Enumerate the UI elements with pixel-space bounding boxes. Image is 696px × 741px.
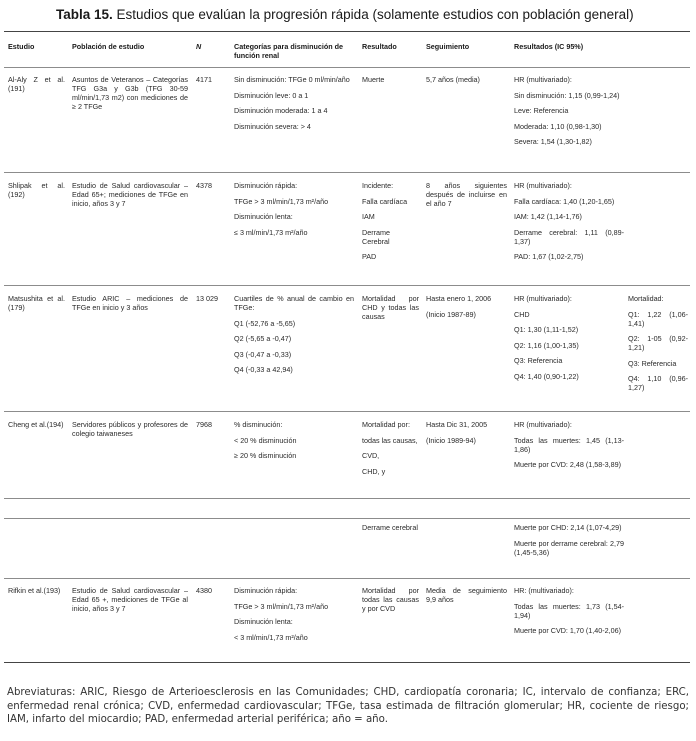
resultados2-line: Q2: 1-05 (0,92-1,21) (628, 334, 688, 352)
cell-n: 13 029 (196, 294, 218, 303)
categorias-line: Sin disminución: TFGe 0 ml/min/año (234, 75, 350, 84)
cell-resultados (514, 523, 624, 557)
cell-seguimiento (426, 294, 507, 319)
cell-poblacion: Asuntos de Veteranos – Categorías TFG G3a y G3b (TFG 30-59 ml/min/1,73 m2) con mediciones de ≥ 2 TFGe (72, 75, 188, 111)
resultado-line: Derrame cerebral (362, 523, 418, 532)
row-rule (4, 578, 690, 579)
seguimiento-line: 5,7 años (media) (426, 75, 480, 84)
categorias-line: Q4 (-0,33 a 42,94) (234, 365, 293, 374)
resultados-line: Muerte por CVD: 2,48 (1,58-3,89) (514, 460, 622, 469)
table-title-text: Estudios que evalúan la progresión rápida (solamente estudios con población general) (112, 7, 634, 22)
resultado-line: todas las causas, (362, 435, 418, 445)
resultados-line: Q3: Referencia (514, 356, 563, 365)
categorias-line: ≥ 20 % disminución (234, 451, 297, 460)
cell-resultado (362, 523, 419, 532)
cell-n: 4380 (196, 586, 212, 595)
cell-categorias (234, 181, 354, 237)
seguimiento-line: (Inicio 1989-94) (426, 435, 476, 445)
resultados-line: PAD: 1,67 (1,02-2,75) (514, 252, 584, 261)
resultados-line: Q2: 1,16 (1,00-1,35) (514, 340, 579, 350)
row-rule (4, 172, 690, 173)
resultados-line: Moderada: 1,10 (0,98-1,30) (514, 121, 602, 131)
resultado-line: IAM (362, 212, 375, 221)
cell-resultado (362, 586, 419, 613)
categorias-line: Disminución severa: > 4 (234, 121, 311, 131)
resultados2-line: Q4: 1,10 (0,96-1,27) (628, 374, 688, 392)
cell-seguimiento (426, 181, 507, 208)
cell-resultado (362, 181, 419, 261)
cell-resultados (514, 586, 624, 635)
resultados2-line: Q1: 1,22 (1,06-1,41) (628, 309, 688, 328)
resultado-line: Derrame Cerebral (362, 227, 390, 246)
row-rule (4, 498, 690, 499)
cell-resultados (514, 181, 624, 261)
resultados-line: Muerte por CVD: 1,70 (1,40-2,06) (514, 626, 622, 635)
abbreviations-note: Abreviaturas: ARIC, Riesgo de Arterioesclerosis en las Comunidades; CHD, cardiopatía coronaria; IC, intervalo de confianza; ERC, enfermedad renal crónica; CVD, enfermedad cardiovascular; TFGe, tasa estimada de filtración glomerular; HR, cociente de riesgo; IAM, infarto del miocardio; PAD, enfermedad arterial periférica; año = año. (7, 687, 689, 725)
resultados-line: Q4: 1,40 (0,90-1,22) (514, 371, 579, 381)
resultado-line: Mortalidad por: (362, 420, 410, 429)
resultados-line: Muerte por derrame cerebral: 2,79 (1,45-5,36) (514, 538, 624, 557)
header-rule (4, 67, 690, 68)
categorias-line: < 20 % disminución (234, 435, 297, 445)
resultados-line: IAM: 1,42 (1,14-1,76) (514, 212, 582, 221)
cell-resultado (362, 420, 419, 476)
header-seguimiento: Seguimiento (426, 42, 470, 51)
table-top-rule (4, 31, 690, 32)
table-number: Tabla 15. (56, 7, 113, 22)
seguimiento-line: Media de seguimiento 9,9 años (426, 586, 507, 604)
resultados-line: HR (multivariado): (514, 420, 572, 429)
seguimiento-line: Hasta Dic 31, 2005 (426, 420, 488, 429)
seguimiento-line: 8 años siguientes después de incluirse en el año 7 (426, 181, 507, 208)
resultados-line: Leve: Referencia (514, 106, 569, 115)
cell-resultados (514, 294, 624, 381)
categorias-line: ≤ 3 ml/min/1,73 m²/año (234, 227, 308, 237)
resultado-line: Incidente: (362, 181, 394, 190)
resultados-line: Muerte por CHD: 2,14 (1,07-4,29) (514, 523, 622, 532)
cell-categorias (234, 294, 354, 374)
cell-poblacion: Servidores públicos y profesores de colegio taiwaneses (72, 420, 188, 438)
resultado-line: Falla cardíaca (362, 196, 408, 206)
categorias-line: Q3 (-0,47 a -0,33) (234, 349, 292, 359)
resultado-line: Muerte (362, 75, 385, 84)
categorias-line: % disminución: (234, 420, 283, 429)
cell-resultado (362, 75, 419, 84)
resultados-line: HR (multivariado): (514, 75, 572, 84)
resultado-line: CVD, (362, 451, 380, 460)
resultados-line: HR (multivariado): (514, 181, 572, 190)
header-resultados: Resultados (IC 95%) (514, 42, 584, 51)
cell-estudio: Rifkin et al.(193) (8, 586, 61, 595)
seguimiento-line: (Inicio 1987-89) (426, 309, 476, 319)
categorias-line: TFGe > 3 ml/min/1,73 m²/año (234, 196, 329, 206)
cell-estudio: Cheng et al.(194) (8, 420, 64, 429)
cell-resultados (514, 420, 624, 469)
resultados-line: Falla cardíaca: 1,40 (1,20-1,65) (514, 196, 615, 206)
resultados-line: HR: (multivariado): (514, 586, 574, 595)
cell-estudio: Al-Aly Z et al.(191) (8, 75, 65, 93)
cell-poblacion: Estudio de Salud cardiovascular – Edad 65 +, mediciones de TFGe al inicio, años 3 y 7 (72, 586, 188, 613)
resultados2-line: Mortalidad: (628, 294, 664, 303)
cell-seguimiento (426, 420, 507, 445)
resultados-line: Todas las muertes: 1,73 (1,54-1,94) (514, 601, 624, 620)
cell-n: 7968 (196, 420, 212, 429)
categorias-line: Cuartiles de % anual de cambio en TFGe: (234, 294, 354, 312)
cell-categorias (234, 75, 354, 131)
resultado-line: PAD (362, 252, 377, 261)
row-rule (4, 518, 690, 519)
row-rule (4, 285, 690, 286)
categorias-line: Q1 (-52,76 a -5,65) (234, 318, 296, 328)
categorias-line: Disminución rápida: (234, 586, 298, 595)
cell-categorias (234, 586, 354, 642)
resultados-line: HR (multivariado): (514, 294, 572, 303)
resultado-line: Mortalidad por todas las causas y por CVD (362, 586, 419, 613)
resultado-line: Mortalidad por CHD y todas las causas (362, 294, 419, 321)
table-title (56, 7, 634, 22)
resultados-line: Sin disminución: 1,15 (0,99-1,24) (514, 90, 620, 100)
categorias-line: Q2 (-5,65 a -0,47) (234, 334, 292, 343)
cell-n: 4171 (196, 75, 212, 84)
categorias-line: Disminución lenta: (234, 617, 293, 626)
cell-estudio: Shlipak et al.(192) (8, 181, 65, 199)
row-rule (4, 411, 690, 412)
cell-poblacion: Estudio ARIC – mediciones de TFGe en inicio y 3 años (72, 294, 188, 312)
header-estudio: Estudio (8, 42, 35, 51)
resultados-line: Derrame cerebral: 1,11 (0,89-1,37) (514, 227, 624, 246)
cell-resultados (514, 75, 624, 146)
categorias-line: < 3 ml/min/1,73 m²/año (234, 632, 308, 642)
header-poblacion: Población de estudio (72, 42, 145, 51)
cell-n: 4378 (196, 181, 212, 190)
categorias-line: Disminución lenta: (234, 212, 293, 221)
categorias-line: Disminución leve: 0 a 1 (234, 90, 309, 100)
resultado-line: CHD, y (362, 466, 386, 476)
resultados-line: Q1: 1,30 (1,11-1,52) (514, 325, 579, 334)
categorias-line: Disminución rápida: (234, 181, 298, 190)
resultados-line: CHD (514, 309, 530, 319)
cell-resultado (362, 294, 419, 321)
cell-estudio: Matsushita et al.(179) (8, 294, 65, 312)
table-bottom-rule (4, 662, 690, 663)
categorias-line: TFGe > 3 ml/min/1,73 m²/año (234, 601, 329, 611)
resultados-line: Severa: 1,54 (1,30-1,82) (514, 137, 592, 146)
resultados2-line: Q3: Referencia (628, 358, 677, 368)
header-resultado: Resultado (362, 42, 397, 51)
cell-seguimiento (426, 586, 507, 604)
cell-seguimiento (426, 75, 507, 84)
resultados-line: Todas las muertes: 1,45 (1,13-1,86) (514, 435, 624, 454)
header-categorias: Categorías para disminución de función renal (234, 42, 344, 60)
cell-categorias (234, 420, 354, 460)
cell-resultados2 (628, 294, 688, 392)
header-n: N (196, 42, 202, 51)
seguimiento-line: Hasta enero 1, 2006 (426, 294, 492, 303)
categorias-line: Disminución moderada: 1 a 4 (234, 106, 328, 115)
cell-poblacion: Estudio de Salud cardiovascular – Edad 65+; mediciones de TFGe en inicio, años 3 y 7 (72, 181, 188, 208)
